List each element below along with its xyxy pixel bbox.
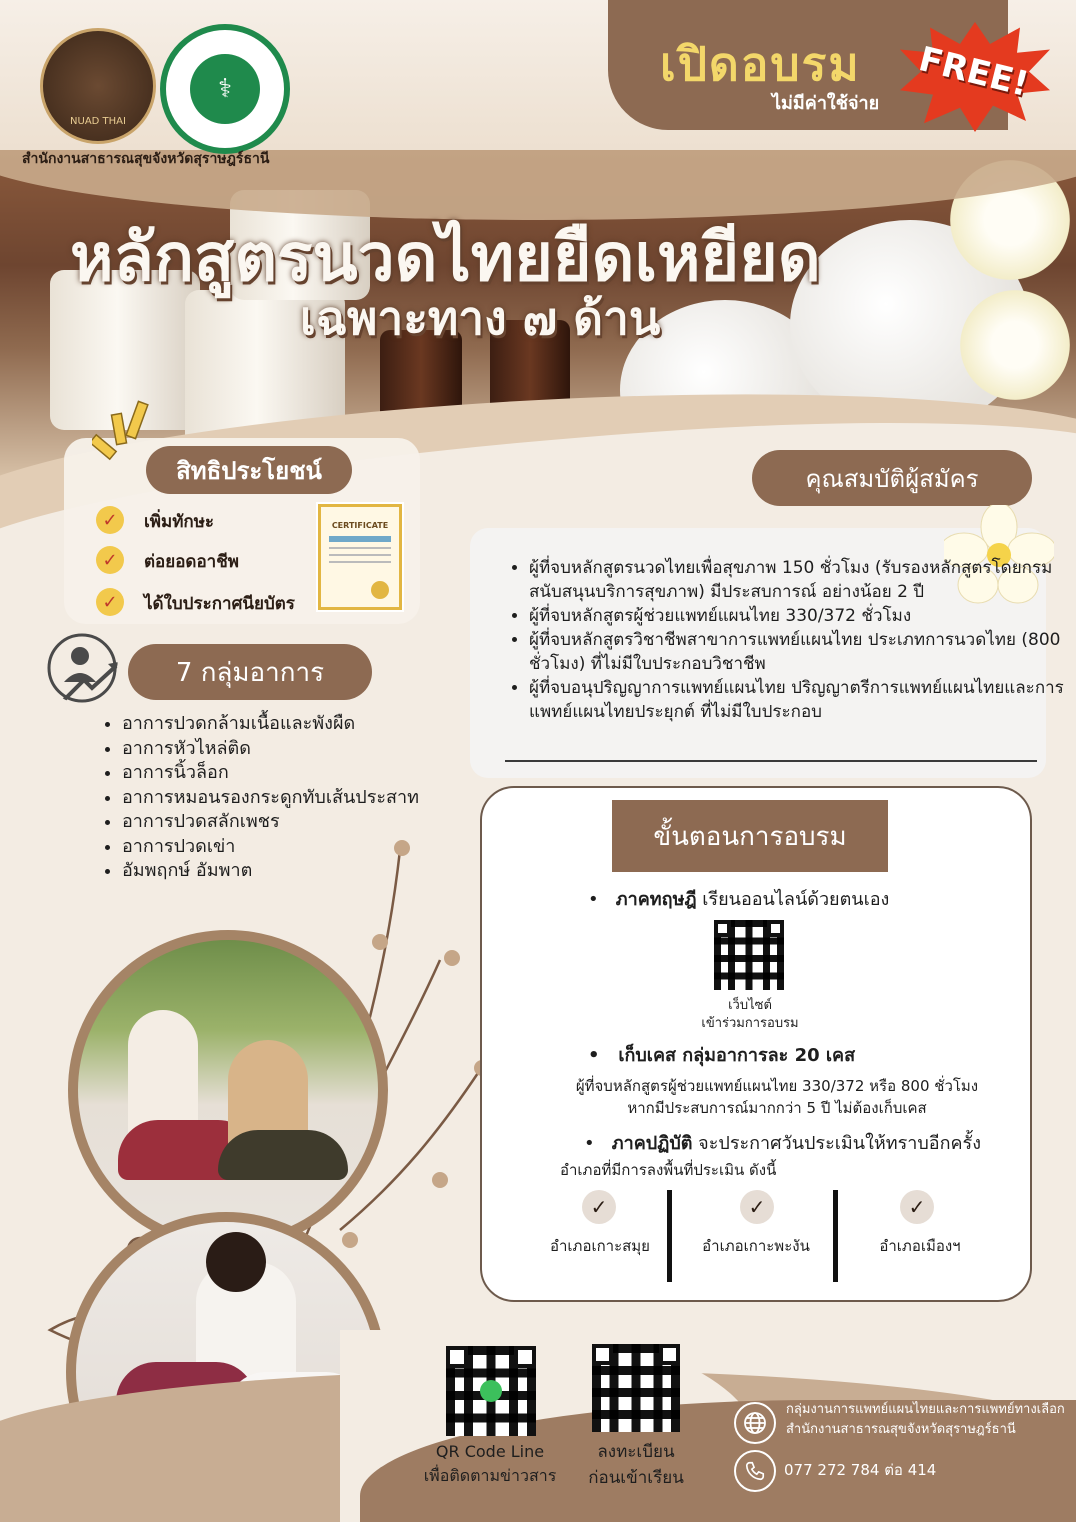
check-icon: ✓: [582, 1190, 616, 1224]
benefit-item: เพิ่มทักษะ: [144, 512, 215, 532]
district-name: อำเภอเกาะสมุย: [550, 1237, 650, 1255]
registration-qr-code[interactable]: [592, 1344, 680, 1432]
ministry-public-health-logo: [160, 24, 290, 154]
divider-line: [505, 760, 1037, 762]
phone-icon: [744, 1460, 766, 1482]
bullet: •: [588, 889, 616, 910]
symptom-item: • อาการนิ้วล็อก: [122, 761, 419, 786]
practice-step: [584, 1128, 981, 1157]
open-training-title: เปิดอบรม: [660, 37, 861, 91]
symptom-item: • อาการปวดเข่า: [122, 835, 419, 860]
caduceus-icon: ⚕: [190, 54, 260, 124]
qr-caption-website: เว็บไซต์: [728, 998, 772, 1013]
theory-label: ภาคทฤษฎี: [615, 889, 697, 910]
theory-text: เรียนออนไลน์ด้วยตนเอง: [702, 889, 890, 910]
district-name: อำเภอเมืองฯ: [879, 1237, 961, 1255]
globe-icon: [734, 1402, 776, 1444]
line-qr-caption: QR Code Line: [435, 1442, 545, 1461]
theory-step: [588, 884, 889, 913]
bullet: •: [588, 1045, 619, 1066]
phone-icon: [734, 1450, 776, 1492]
free-badge-text: FREE!: [914, 39, 1033, 105]
bullet: •: [584, 1133, 612, 1154]
training-website-qr-code[interactable]: [714, 920, 784, 990]
nuad-thai-logo: [40, 28, 156, 144]
qualification-item: • ผู้ที่จบอนุปริญญาการแพทย์แผนไทย ปริญญาตรีการแพทย์แผนไทยและการแพทย์แผนไทยประยุกต์ ที่ไม่มีใบประกอบ: [529, 676, 1069, 724]
certificate-label: CERTIFICATE: [331, 521, 389, 530]
line-qr-caption: เพื่อติดตามข่าวสาร: [423, 1466, 557, 1485]
qualifications-heading: คุณสมบัติผู้สมัคร: [752, 450, 1032, 506]
benefits-heading: สิทธิประโยชน์: [146, 446, 352, 494]
orchid-image: [960, 290, 1070, 400]
check-icon: ✓: [96, 546, 124, 574]
practice-label: ภาคปฏิบัติ: [611, 1133, 693, 1154]
register-caption: ก่อนเข้าเรียน: [588, 1468, 684, 1488]
course-subtitle: เฉพาะทาง ๗ ด้าน: [300, 291, 661, 345]
medal-icon: [371, 581, 389, 599]
register-caption: ลงทะเบียน: [597, 1442, 675, 1462]
globe-icon: [743, 1411, 767, 1435]
nuad-thai-logo-text: NUAD THAI: [70, 115, 126, 127]
phone-number[interactable]: 077 272 784 ต่อ 414: [784, 1461, 937, 1479]
symptom-item: • อาการปวดสลักเพชร: [122, 810, 419, 835]
therapist-figure: [206, 1232, 266, 1292]
office-name: สำนักงานสาธารณสุขจังหวัดสุราษฎร์ธานี: [22, 151, 270, 167]
qr-caption-join: เข้าร่วมการอบรม: [701, 1016, 799, 1031]
training-steps-heading: ขั้นตอนการอบรม: [612, 800, 888, 872]
qualification-item: • ผู้ที่จบหลักสูตรวิชาชีพสาขาการแพทย์แผนไทย ประเภทการนวดไทย (800 ชั่วโมง) ที่ไม่มีใบประกอบวิชาชีพ: [529, 628, 1069, 676]
certificate-image: [318, 504, 402, 610]
qualifications-list: [505, 556, 1069, 724]
symptom-item: • อัมพฤกษ์ อัมพาต: [122, 859, 419, 884]
qualification-item: • ผู้ที่จบหลักสูตรผู้ช่วยแพทย์แผนไทย 330/372 ชั่วโมง: [529, 604, 1069, 628]
course-title: หลักสูตรนวดไทยยืดเหยียด: [70, 219, 821, 296]
benefit-item: ต่อยอดอาชีพ: [144, 552, 239, 572]
symptom-item: • อาการหมอนรองกระดูกทับเส้นประสาท: [122, 786, 419, 811]
district-intro: อำเภอที่มีการลงพื้นที่ประเมิน ดังนี้: [560, 1161, 777, 1179]
district-divider: [667, 1190, 672, 1282]
case-collection-step: [588, 1040, 855, 1069]
symptom-item: • อาการปวดกล้ามเนื้อและพังผืด: [122, 712, 419, 737]
case-collection-label: เก็บเคส กลุ่มอาการละ 20 เคส: [618, 1045, 856, 1066]
client-figure: [218, 1130, 348, 1180]
symptom-groups-heading: 7 กลุ่มอาการ: [128, 644, 372, 700]
district-name: อำเภอเกาะพะงัน: [702, 1237, 810, 1255]
thai-massage-photo: [68, 930, 388, 1250]
line-app-icon: [480, 1380, 502, 1402]
check-icon: ✓: [96, 506, 124, 534]
practice-text: จะประกาศวันประเมินให้ทราบอีกครั้ง: [698, 1133, 982, 1154]
benefit-item: ได้ใบประกาศนียบัตร: [144, 594, 295, 614]
no-cost-label: ไม่มีค่าใช้จ่าย: [772, 93, 880, 114]
district-divider: [833, 1190, 838, 1282]
person-growth-icon: [46, 632, 118, 704]
check-icon: ✓: [740, 1190, 774, 1224]
organization-office: สำนักงานสาธารณสุขจังหวัดสุราษฎร์ธานี: [786, 1422, 1016, 1437]
case-note: หากมีประสบการณ์มากกว่า 5 ปี ไม่ต้องเก็บเคส: [627, 1099, 927, 1117]
symptom-item: • อาการหัวไหล่ติด: [122, 737, 419, 762]
check-icon: ✓: [96, 588, 124, 616]
case-note: ผู้ที่จบหลักสูตรผู้ช่วยแพทย์แผนไทย 330/372 หรือ 800 ชั่วโมง: [575, 1077, 979, 1095]
organization-name: กลุ่มงานการแพทย์แผนไทยและการแพทย์ทางเลือก: [786, 1402, 1065, 1417]
check-icon: ✓: [900, 1190, 934, 1224]
qualification-item: • ผู้ที่จบหลักสูตรนวดไทยเพื่อสุขภาพ 150 ชั่วโมง (รับรองหลักสูตรโดยกรมสนับสนุนบริการสุขภาพ) มีประสบการณ์ อย่างน้อย 2 ปี: [529, 556, 1069, 604]
